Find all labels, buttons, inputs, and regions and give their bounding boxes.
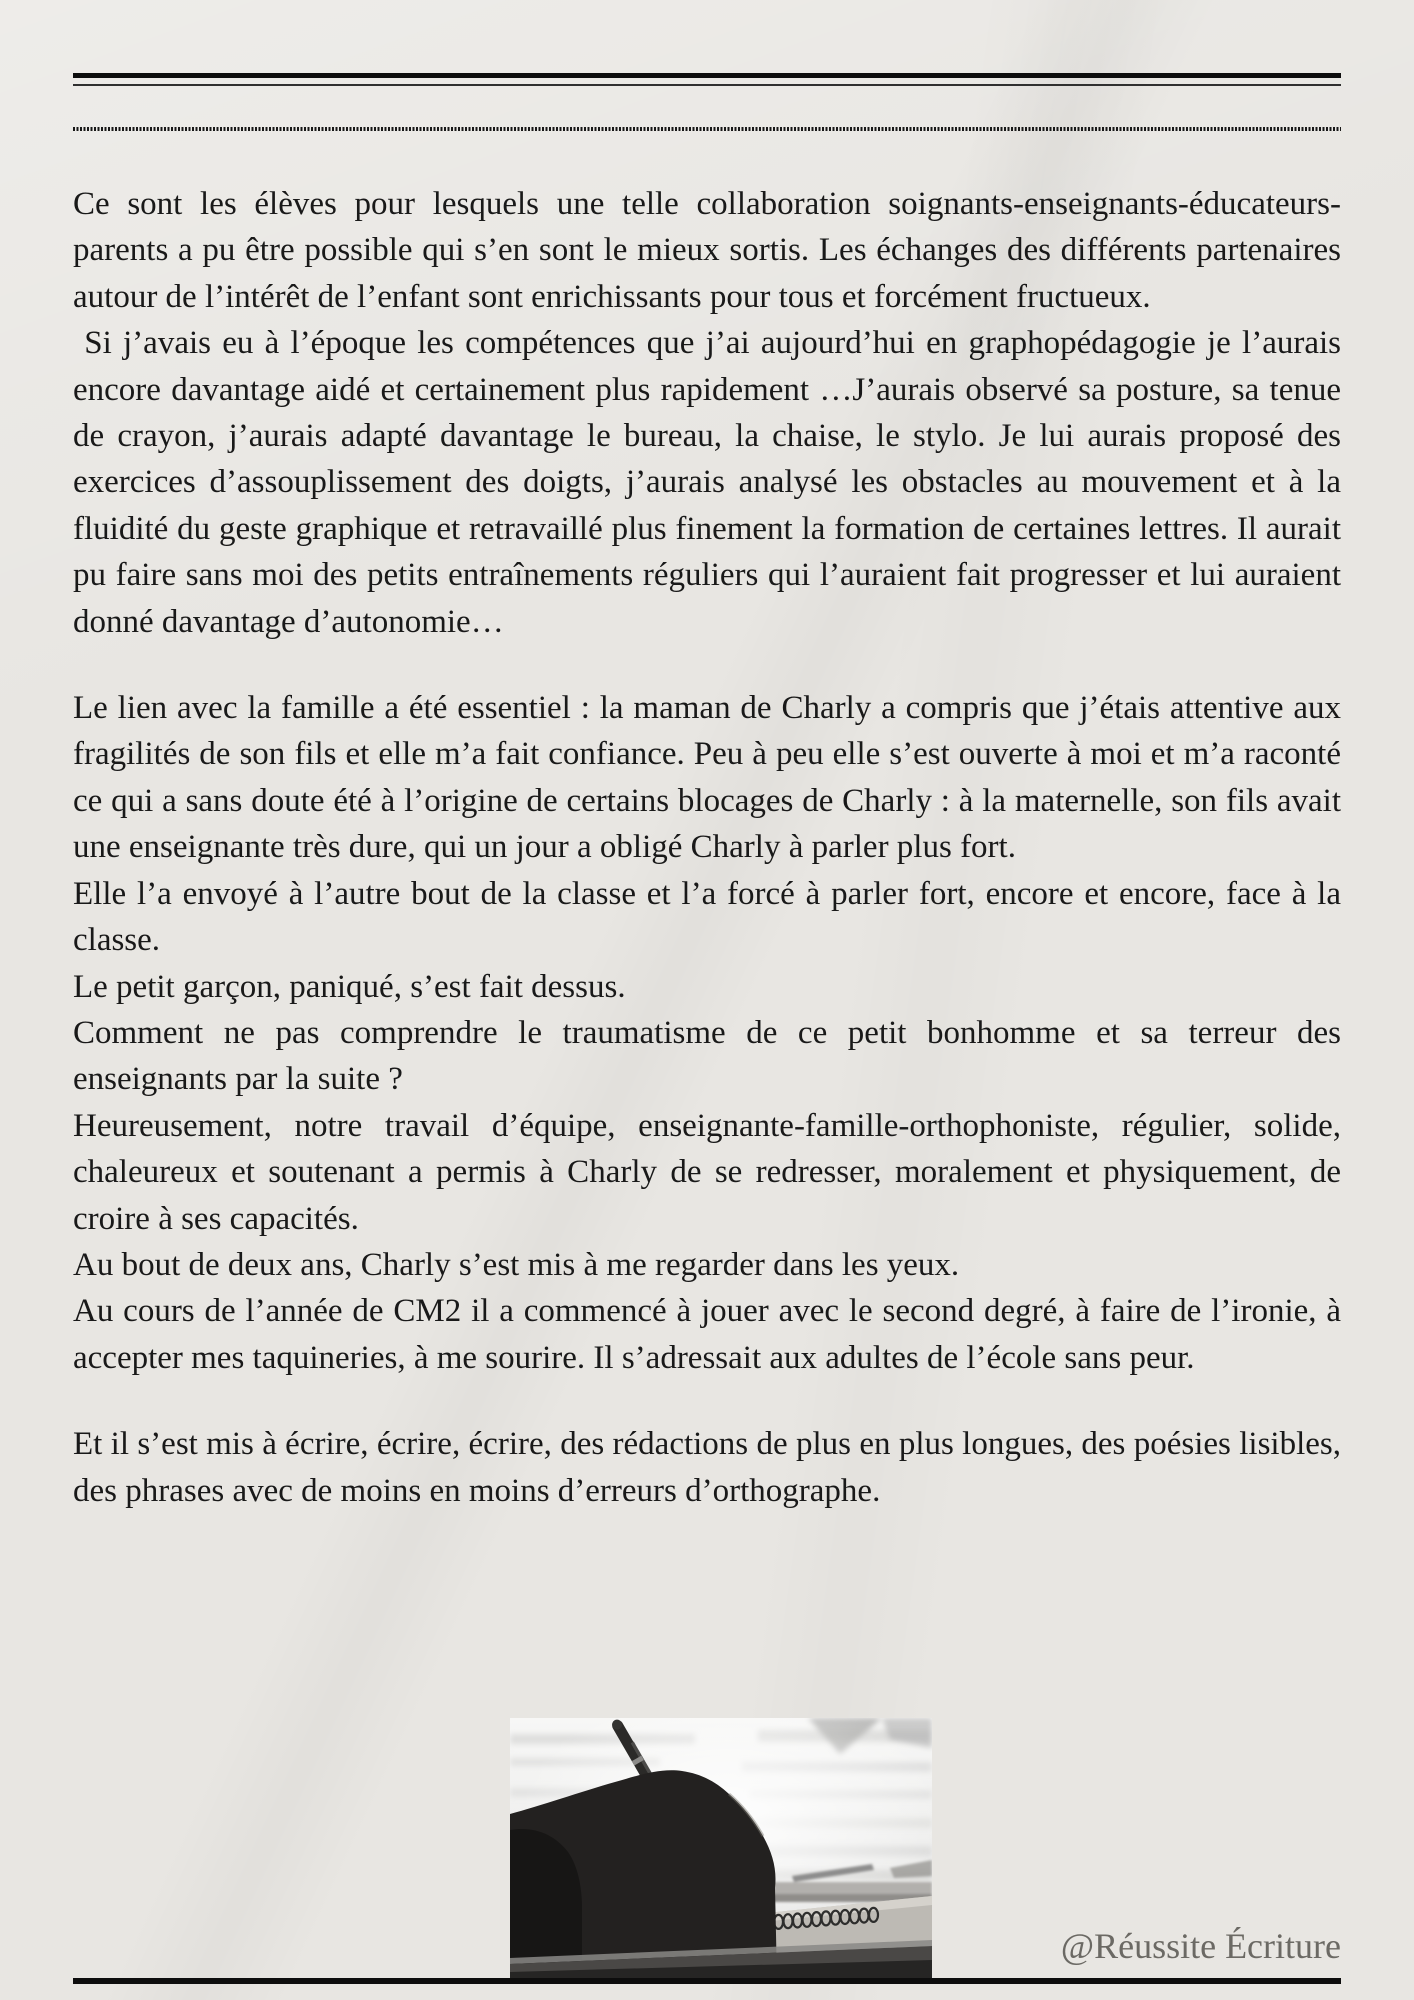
paragraph: Et il s’est mis à écrire, écrire, écrire, des rédactions de plus en plus longues, des poésies lisibles, des phrases avec de moins en moins d’erreurs d’orthographe.	[73, 1426, 1341, 1509]
paragraph-block-3	[73, 1421, 1341, 1514]
writing-hand-photo	[510, 1718, 932, 1980]
paragraph-block-1	[73, 181, 1341, 645]
paragraph: Le petit garçon, paniqué, s’est fait dessus.	[73, 968, 626, 1005]
paragraph: Heureusement, notre travail d’équipe, enseignante-famille-orthophoniste, régulier, solide, chaleureux et soutenant a permis à Charly de se redresser, moralement et physiquement, de croire à ses capacités.	[73, 1107, 1341, 1237]
paragraph: Elle l’a envoyé à l’autre bout de la classe et l’a forcé à parler fort, encore et encore, face à la classe.	[73, 875, 1341, 959]
paragraph: Ce sont les élèves pour lesquels une telle collaboration soignants-enseignants-éducateurs-parents a pu être possible qui s’en sont le mieux sortis. Les échanges des différents partenaires autour de l’intérêt de l’enfant sont enrichissants pour tous et forcément fructueux.	[73, 186, 1341, 315]
paragraph-block-2	[73, 685, 1341, 1381]
paragraph: Comment ne pas comprendre le traumatisme de ce petit bonhomme et sa terreur des enseignants par la suite ?	[73, 1014, 1341, 1098]
paragraph: Au bout de deux ans, Charly s’est mis à me regarder dans les yeux.	[73, 1246, 960, 1283]
paragraph: Au cours de l’année de CM2 il a commencé à jouer avec le second degré, à faire de l’ironie, à accepter mes taquineries, à me sourire. Il s’adressait aux adultes de l’école sans peur.	[73, 1293, 1341, 1376]
top-thick-rule	[73, 73, 1341, 78]
top-thin-rule	[73, 84, 1341, 86]
bottom-thick-rule	[73, 1978, 1341, 1984]
paragraph: Si j’avais eu à l’époque les compétences que j’ai aujourd’hui en graphopédagogie je l’aurais encore davantage aidé et certainement plus rapidement …J’aurais observé sa posture, sa tenue de crayon, j’aurais adapté davantage le bureau, la chaise, le stylo. Je lui aurais proposé des exercices d’assouplissement des doigts, j’aurais analysé les obstacles au mouvement et à la fluidité du geste graphique et retravaillé plus finement la formation de certaines lettres. Il aurait pu faire sans moi des petits entraînements réguliers qui l’auraient fait progresser et lui auraient donné davantage d’autonomie…	[73, 325, 1341, 640]
top-dotted-rule	[73, 127, 1341, 131]
article-body	[73, 181, 1341, 1514]
writing-hand-illustration	[510, 1718, 932, 1980]
credit-watermark: @Réussite Écriture	[1060, 1926, 1341, 1966]
paragraph: Le lien avec la famille a été essentiel : la maman de Charly a compris que j’étais attentive aux fragilités de son fils et elle m’a fait confiance. Peu à peu elle s’est ouverte à moi et m’a raconté ce qui a sans doute été à l’origine de certains blocages de Charly : à la maternelle, son fils avait une enseignante très dure, qui un jour a obligé Charly à parler plus fort.	[73, 690, 1341, 866]
